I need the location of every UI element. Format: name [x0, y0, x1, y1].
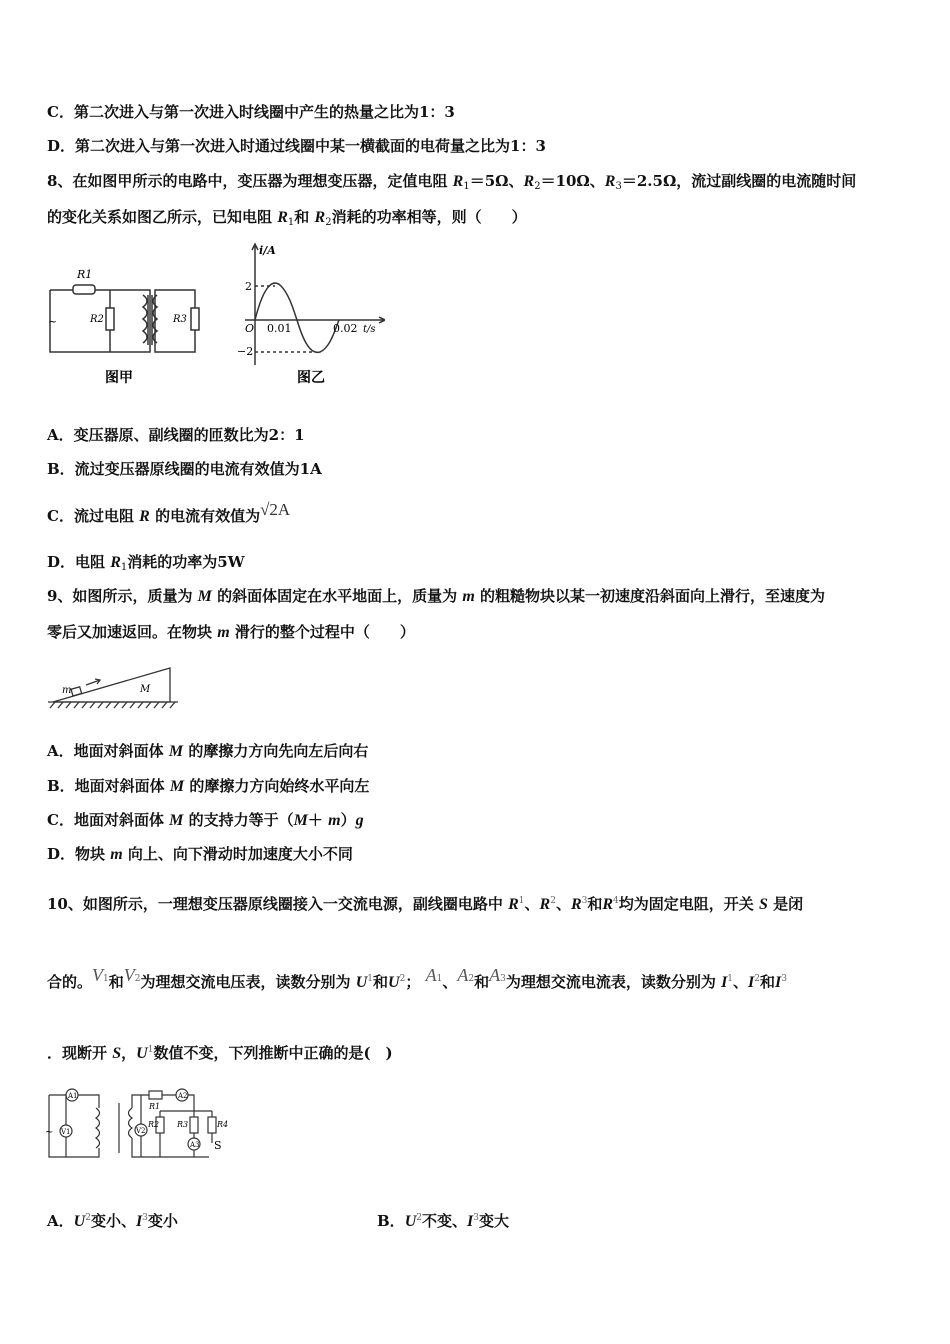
- var: R: [508, 896, 519, 913]
- text: 、: [733, 973, 749, 991]
- sup: 1: [518, 896, 525, 906]
- label-r3: R3: [177, 1120, 189, 1129]
- text: A．: [47, 1212, 74, 1230]
- var: m: [110, 846, 123, 863]
- text: 数值不变，下列推断中正确的是( ): [153, 1044, 393, 1062]
- var: m: [217, 624, 230, 641]
- var: S: [112, 1045, 122, 1062]
- label-m: m: [62, 685, 72, 696]
- var: A: [489, 965, 501, 985]
- text: 的电流有效值为: [149, 507, 261, 525]
- text: C．流过电阻: [47, 507, 140, 525]
- text: ＋: [307, 811, 329, 829]
- text: 不变、: [421, 1212, 467, 1230]
- var: R: [539, 896, 551, 913]
- text: D．电阻: [47, 553, 111, 571]
- sup: 2: [754, 974, 761, 984]
- ytick-2: 2: [245, 280, 252, 293]
- text: 的变化关系如图乙所示，已知电阻: [47, 208, 278, 226]
- text: ＝10Ω、: [540, 172, 605, 190]
- text: 和: [373, 973, 389, 991]
- sup: 3: [142, 1213, 148, 1223]
- ac-source-icon: ~: [45, 1127, 54, 1138]
- text: ）: [340, 811, 356, 829]
- var: m: [328, 812, 341, 829]
- q10-stem-line3: [47, 1040, 393, 1064]
- label-v2: V2: [136, 1127, 146, 1135]
- label-r3: R3: [173, 314, 187, 325]
- text: 的斜面体固定在水平地面上，质量为: [211, 587, 463, 605]
- q9-stem-line2: [47, 622, 415, 643]
- text: ＝5Ω、: [469, 172, 524, 190]
- var: R: [314, 209, 326, 226]
- var: m: [462, 588, 475, 605]
- text: D．物块: [47, 845, 111, 863]
- q9-option-c: [47, 810, 364, 831]
- sup: 2: [134, 974, 141, 984]
- sup: 3: [473, 1213, 479, 1223]
- text: 10、如图所示，一理想变压器原线圈接入一交流电源，副线圈电路中: [47, 895, 509, 913]
- text: 和: [294, 208, 315, 226]
- current-time-graph: [245, 244, 385, 365]
- ac-source-icon: ~: [48, 315, 58, 328]
- var: R: [277, 209, 288, 226]
- label-switch-s: S: [214, 1139, 222, 1152]
- sub: 1: [287, 217, 295, 228]
- text: 9、如图所示，质量为: [47, 587, 198, 605]
- q10-stem-line2: [47, 965, 787, 993]
- var: g: [355, 812, 364, 829]
- var: R: [452, 173, 464, 190]
- label-r2: R2: [148, 1120, 160, 1129]
- text: 的支持力等于（: [183, 811, 294, 829]
- text: C．地面对斜面体: [47, 811, 170, 829]
- var: I: [135, 1213, 143, 1230]
- var: V: [92, 965, 104, 985]
- sup: 2: [399, 974, 406, 984]
- text: ，: [121, 1044, 137, 1062]
- text: 和: [108, 973, 124, 991]
- text: 、: [524, 895, 540, 913]
- text: 和: [760, 973, 776, 991]
- text: 为理想交流电压表，读数分别为: [140, 973, 356, 991]
- var: M: [168, 743, 184, 760]
- graph-xlabel: t/s: [363, 324, 376, 335]
- sub: 1: [463, 181, 470, 192]
- text: ；: [405, 973, 421, 991]
- label-M: M: [140, 684, 151, 695]
- sup: 4: [613, 896, 619, 906]
- var: R: [570, 896, 582, 913]
- q10-circuit-diagram: [44, 1083, 234, 1163]
- sub: 2: [325, 217, 332, 228]
- sup: 1: [147, 1045, 154, 1055]
- var: A: [457, 965, 469, 985]
- text: 合的。: [47, 973, 93, 991]
- label-r2: R2: [90, 314, 104, 325]
- incline-diagram: [48, 660, 183, 715]
- text: A．地面对斜面体: [47, 742, 169, 760]
- text: 变小: [147, 1212, 178, 1230]
- text: 为理想交流电流表，读数分别为: [505, 973, 722, 991]
- text: 滑行的整个过程中（ ）: [229, 623, 415, 641]
- ytick-neg2: −2: [237, 345, 254, 358]
- var: U: [136, 1045, 148, 1062]
- q9-option-b: [47, 776, 369, 797]
- label-a3: A3: [190, 1141, 200, 1149]
- text: ．现断开: [47, 1044, 113, 1062]
- var: R: [139, 508, 150, 525]
- caption-yi: 图乙: [297, 370, 325, 386]
- text: 的粗糙物块以某一初速度沿斜面向上滑行，至速度为: [474, 587, 826, 605]
- q7-option-c: C．第二次进入与第一次进入时线圈中产生的热量之比为1：3: [47, 103, 455, 121]
- q8-option-a: A．变压器原、副线圈的匝数比为2：1: [47, 426, 305, 444]
- text: 变大: [478, 1212, 509, 1230]
- sup: 2: [85, 1213, 91, 1223]
- var: I: [721, 974, 728, 991]
- text: 和: [474, 973, 490, 991]
- var: M: [197, 588, 212, 605]
- var: M: [293, 812, 308, 829]
- text: 8、在如图甲所示的电路中，变压器为理想变压器，定值电阻: [47, 172, 453, 190]
- text: 的摩擦力方向始终水平向左: [184, 777, 370, 795]
- q8-figures: [45, 240, 385, 390]
- sup: 3: [581, 896, 588, 906]
- q10-option-a: [47, 1208, 178, 1232]
- var: V: [123, 965, 135, 985]
- var: M: [169, 812, 184, 829]
- text: 、: [442, 973, 458, 991]
- xtick-001: 0.01: [267, 322, 292, 335]
- text: B．地面对斜面体: [47, 777, 170, 795]
- value: √2A: [260, 500, 291, 519]
- sup: 3: [781, 974, 787, 984]
- q9-stem-line1: [47, 586, 825, 607]
- text: 、: [555, 895, 571, 913]
- var: U: [404, 1213, 417, 1230]
- var: M: [169, 778, 185, 795]
- sup: 3: [500, 974, 506, 984]
- var: R: [523, 173, 535, 190]
- text: 零后又加速返回。在物块: [47, 623, 218, 641]
- q7-option-d: D．第二次进入与第一次进入时通过线圈中某一横截面的电荷量之比为1：3: [47, 137, 546, 155]
- text: 均为固定电阻，开关: [618, 895, 760, 913]
- text: 消耗的功率为5W: [127, 553, 245, 571]
- var: I: [775, 974, 782, 991]
- q8-option-b: B．流过变压器原线圈的电流有效值为1A: [47, 460, 322, 478]
- sup: 2: [468, 974, 475, 984]
- q8-option-c: [47, 500, 290, 527]
- label-r1: R1: [77, 268, 93, 281]
- var: S: [759, 896, 768, 913]
- q8-stem-line1: [47, 171, 856, 197]
- caption-jia: 图甲: [105, 370, 133, 386]
- var: I: [748, 974, 755, 991]
- sup: 2: [416, 1213, 422, 1223]
- sup: 1: [436, 974, 443, 984]
- text: 是闭: [767, 895, 804, 913]
- var: U: [73, 1213, 86, 1230]
- q8-option-d: [47, 552, 245, 578]
- var: U: [388, 974, 400, 991]
- var: A: [425, 965, 437, 985]
- sup: 1: [727, 974, 734, 984]
- xtick-002: 0.02: [333, 322, 358, 335]
- sub: 3: [615, 181, 622, 192]
- q9-option-a: [47, 741, 368, 762]
- q10-stem-line1: [47, 891, 803, 915]
- var: R: [110, 554, 121, 571]
- text: 和: [587, 895, 603, 913]
- label-r4: R4: [217, 1120, 229, 1129]
- text: 的摩擦力方向先向左后向右: [183, 742, 369, 760]
- var: R: [604, 173, 616, 190]
- sup: 1: [367, 974, 374, 984]
- sub: 2: [534, 181, 541, 192]
- var: I: [467, 1213, 474, 1230]
- sub: 1: [120, 562, 128, 573]
- sup: 2: [550, 896, 556, 906]
- q10-option-b: [377, 1208, 509, 1232]
- label-a2: A2: [178, 1092, 188, 1100]
- q9-option-d: [47, 844, 353, 865]
- q8-stem-line2: [47, 207, 527, 233]
- text: 消耗的功率相等，则（ ）: [331, 208, 527, 226]
- var: R: [602, 896, 614, 913]
- label-a1: A1: [68, 1092, 78, 1100]
- graph-origin: O: [245, 322, 255, 335]
- label-v1: V1: [61, 1128, 71, 1136]
- label-r1: R1: [149, 1102, 161, 1111]
- text: ＝2.5Ω，流过副线圈的电流随时间: [621, 172, 857, 190]
- text: B．: [377, 1212, 405, 1230]
- var: U: [355, 974, 368, 991]
- sup: 1: [103, 974, 109, 984]
- text: 变小、: [90, 1212, 136, 1230]
- graph-ylabel: i/A: [259, 244, 276, 257]
- text: 向上、向下滑动时加速度大小不同: [122, 845, 353, 863]
